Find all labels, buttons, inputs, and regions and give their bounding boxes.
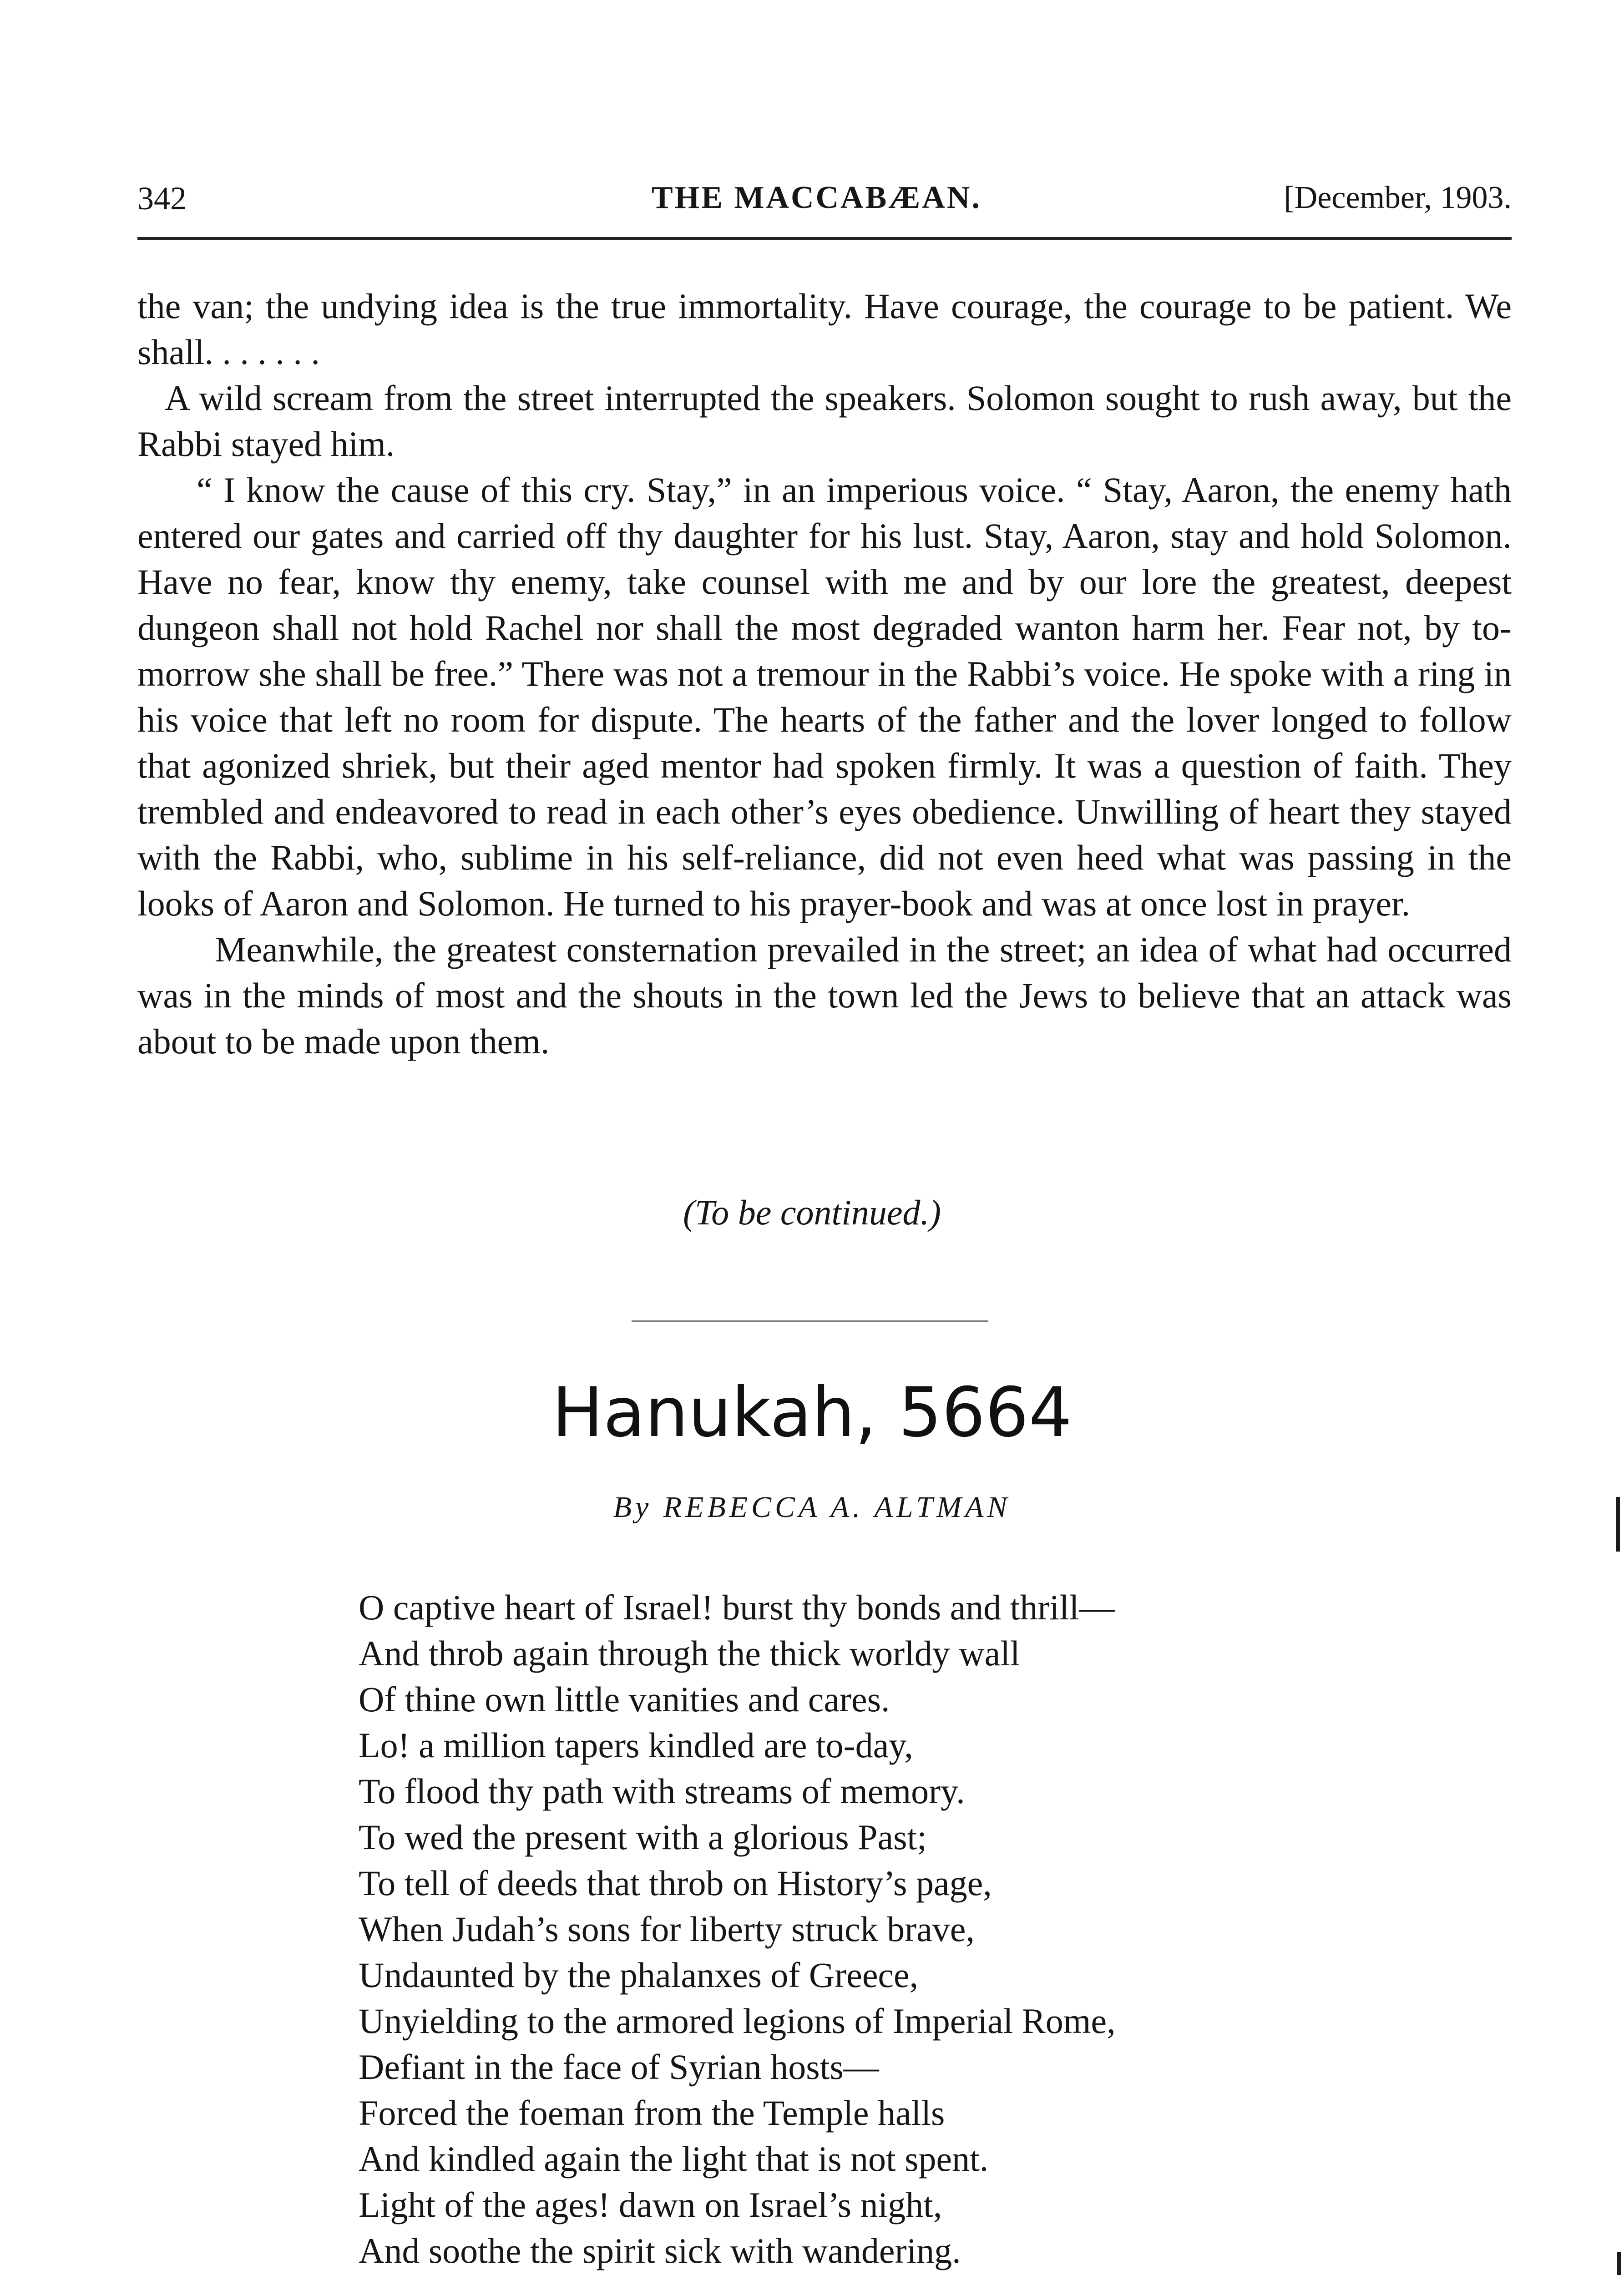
issue-date: [December, 1903. bbox=[1284, 180, 1512, 215]
poem-body bbox=[359, 1584, 1496, 2275]
poem-line: Undaunted by the phalanxes of Greece, bbox=[359, 1955, 919, 1995]
scan-edge-mark bbox=[1616, 1497, 1620, 1552]
section-divider bbox=[632, 1320, 988, 1322]
poem-line: To flood thy path with streams of memory. bbox=[359, 1771, 965, 1811]
poem-line: Forced the foeman from the Temple halls bbox=[359, 2093, 945, 2133]
poem-line: Light of the ages! dawn on Israel’s night, bbox=[359, 2185, 942, 2224]
story-paragraph: the van; the undying idea is the true immortality. Have courage, the courage to be patient. We shall. . . . . . . bbox=[137, 286, 1512, 372]
poem-title: Hanukah, 5664 bbox=[551, 1373, 1073, 1452]
poem-line: And soothe the spirit sick with wandering. bbox=[359, 2231, 961, 2270]
running-header bbox=[137, 180, 1512, 225]
poem-line: When Judah’s sons for liberty struck brave, bbox=[359, 1909, 975, 1949]
poem-line: Of thine own little vanities and cares. bbox=[359, 1679, 890, 1719]
page-number: 342 bbox=[137, 180, 187, 217]
story-paragraph: “ I know the cause of this cry. Stay,” in an imperious voice. “ Stay, Aaron, the enemy hath entered our gates and carried off thy daughter for his lust. Stay, Aaron, stay and hold Solomon. Have no fear, know thy enemy, take counsel with me and by our lore the greatest, deepest dungeon shall not hold Rachel nor shall the most degraded wanton harm her. Fear not, by to-morrow she shall be free.” There was not a tremour in the Rabbi’s voice. He spoke with a ring in his voice that left no room for dispute. The hearts of the father and the lover longed to follow that agonized shriek, but their aged mentor had spoken firmly. It was a question of faith. They trembled and endeavored to read in each other’s eyes obedience. Unwilling of heart they stayed with the Rabbi, who, sublime in his self-reliance, did not even heed what was passing in the looks of Aaron and Solomon. He turned to his prayer-book and was at once lost in prayer. bbox=[137, 470, 1512, 923]
story-text bbox=[137, 283, 1512, 1064]
poem-line: O captive heart of Israel! burst thy bonds and thrill— bbox=[359, 1587, 1115, 1627]
story-paragraph: A wild scream from the street interrupted the speakers. Solomon sought to rush away, but the Rabbi stayed him. bbox=[137, 378, 1512, 464]
header-rule bbox=[137, 237, 1512, 240]
poem-byline: By REBECCA A. ALTMAN bbox=[613, 1491, 1011, 1524]
poem-line: And throb again through the thick worldy wall bbox=[359, 1633, 1020, 1673]
story-paragraph: Meanwhile, the greatest consternation prevailed in the street; an idea of what had occurred was in the minds of most and the shouts in the town led the Jews to believe that an attack was about to be made upon them. bbox=[137, 930, 1512, 1061]
poem-line: Lo! a million tapers kindled are to-day, bbox=[359, 1725, 913, 1765]
journal-title: THE MACCABÆAN. bbox=[652, 180, 981, 215]
poem-line: Defiant in the face of Syrian hosts— bbox=[359, 2047, 879, 2087]
poem-line: And kindled again the light that is not spent. bbox=[359, 2139, 989, 2179]
to-be-continued: (To be continued.) bbox=[683, 1193, 941, 1232]
poem-line: Unyielding to the armored legions of Imperial Rome, bbox=[359, 2001, 1116, 2041]
scan-edge-mark bbox=[1617, 2252, 1621, 2275]
poem-line: To tell of deeds that throb on History’s page, bbox=[359, 1863, 992, 1903]
poem-line: To wed the present with a glorious Past; bbox=[359, 1817, 927, 1857]
